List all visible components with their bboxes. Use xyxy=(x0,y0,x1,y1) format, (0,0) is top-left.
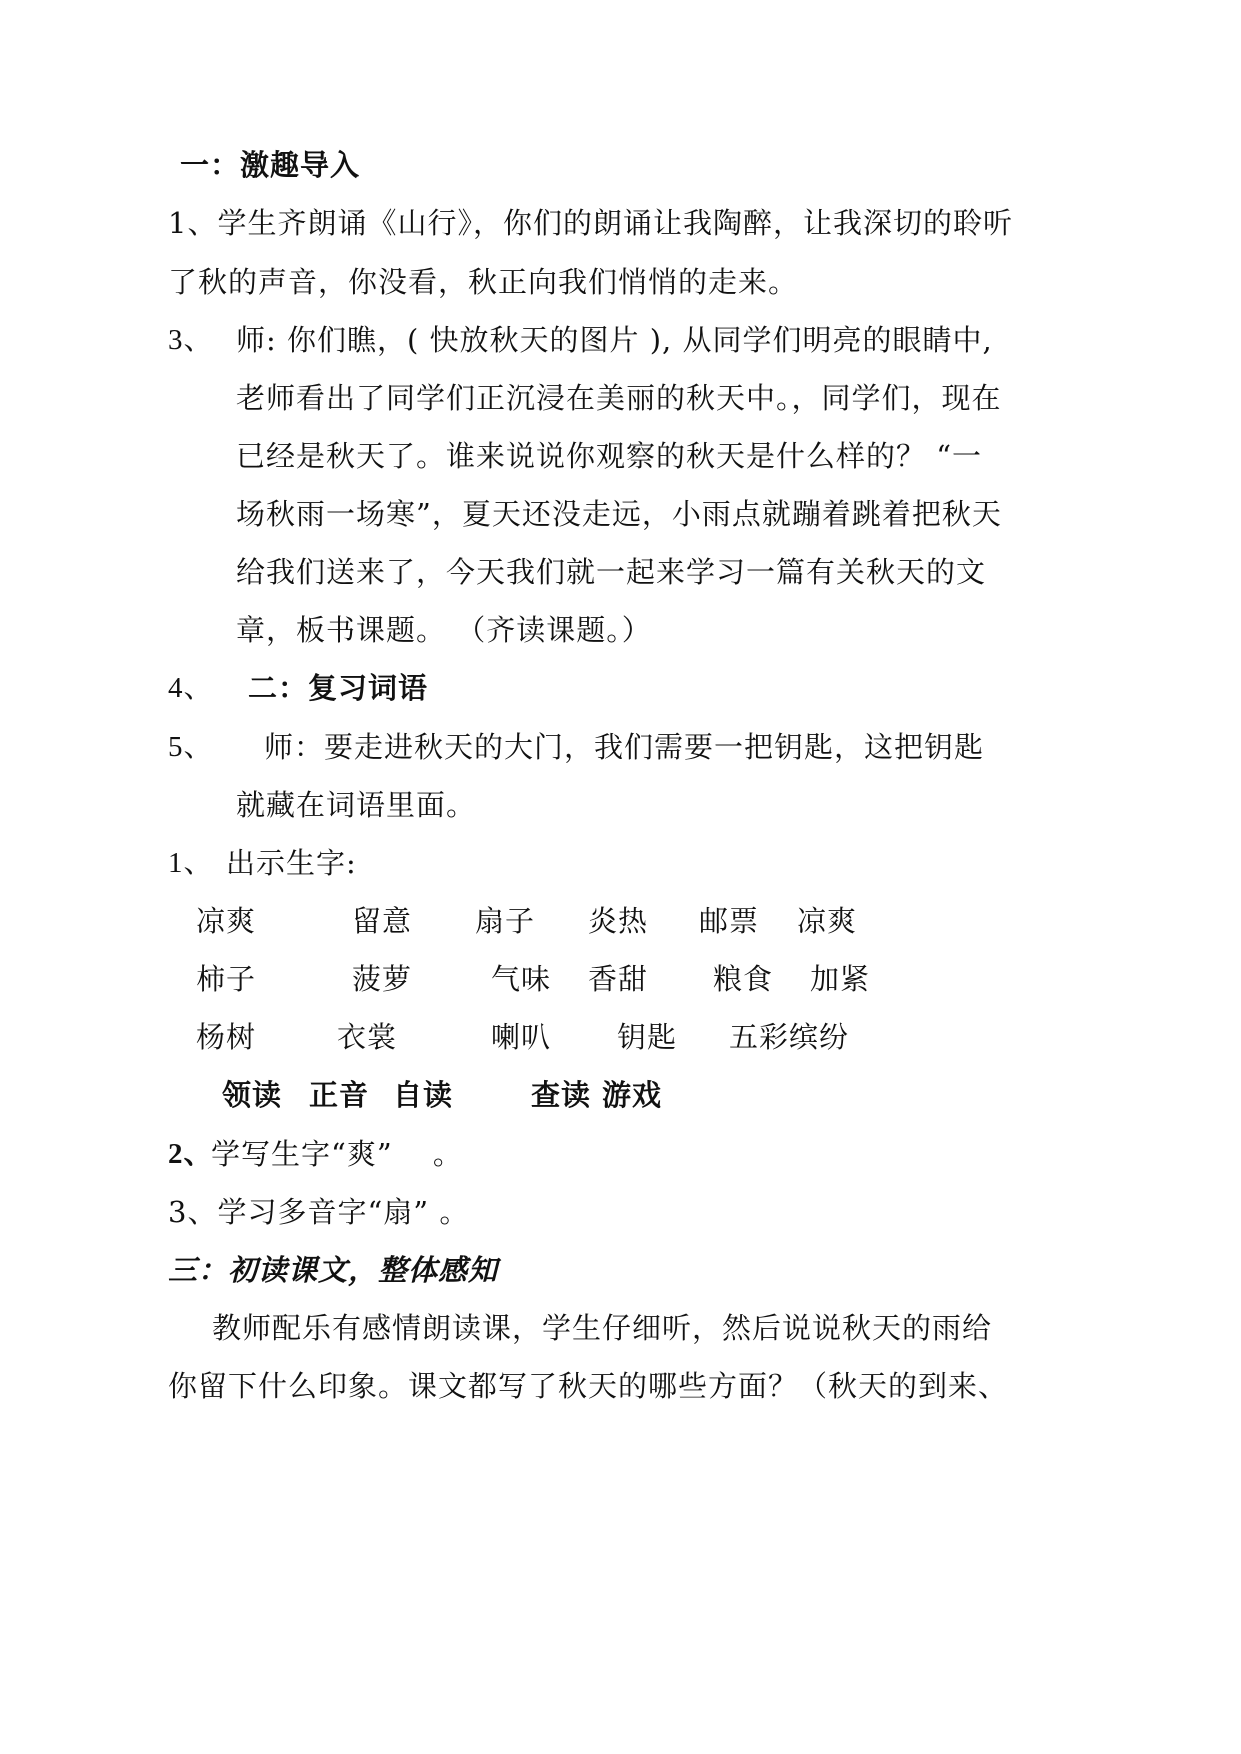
item-3-line-3: 已经是秋天了。谁来说说你观察的秋天是什么样的？ “一 xyxy=(236,439,983,473)
paragraph-line-2: 你留下什么印象。课文都写了秋天的哪些方面？（秋天的到来、 xyxy=(168,1369,1009,1403)
method-label: 自读 xyxy=(393,1078,454,1112)
sub-item-2-text: 学写生字“爽” 。 xyxy=(211,1137,463,1171)
item-3-line-5: 给我们送来了，今天我们就一起来学习一篇有关秋天的文 xyxy=(236,555,987,589)
item-5-line-2: 就藏在词语里面。 xyxy=(236,788,477,822)
item-5-line-1: 师：要走进秋天的大门，我们需要一把钥匙，这把钥匙 xyxy=(264,730,985,764)
section-heading-3: 三：初读课文，整体感知 xyxy=(168,1253,499,1287)
word: 扇子 xyxy=(475,904,536,938)
item-3-line-4: 场秋雨一场寒”，夏天还没走远，小雨点就蹦着跳着把秋天 xyxy=(236,497,1002,531)
word: 衣裳 xyxy=(337,1020,398,1054)
word: 菠萝 xyxy=(352,962,413,996)
sub-item-1-number: 1、 xyxy=(168,847,214,879)
section-heading-2: 二：复习词语 xyxy=(248,671,429,705)
item-1-line-2: 了秋的声音，你没看，秋正向我们悄悄的走来。 xyxy=(168,265,799,299)
item-3-number: 3、 xyxy=(168,324,214,356)
item-1-line-1: 1、学生齐朗诵《山行》，你们的朗诵让我陶醉，让我深切的聆听 xyxy=(168,206,1013,240)
method-label: 正音 xyxy=(309,1078,370,1112)
word: 加紧 xyxy=(810,962,871,996)
sub-item-1-text: 出示生字: xyxy=(226,846,357,880)
word: 钥匙 xyxy=(617,1020,678,1054)
word-row-2 xyxy=(0,959,1241,999)
sub-item-2-number: 2、 xyxy=(168,1138,214,1170)
word: 柿子 xyxy=(196,962,257,996)
method-label: 领读 xyxy=(222,1078,283,1112)
item-4-number: 4、 xyxy=(168,672,214,704)
item-3-line-2: 老师看出了同学们正沉浸在美丽的秋天中。，同学们，现在 xyxy=(236,381,1002,415)
word: 杨树 xyxy=(196,1020,257,1054)
sub-item-3-text: 3、学习多音字“扇” 。 xyxy=(168,1195,470,1229)
method-label: 查读 xyxy=(531,1078,592,1112)
item-3-line-6: 章，板书课题。 （齐读课题。） xyxy=(236,613,652,647)
word-row-3 xyxy=(0,1017,1241,1057)
item-5-number: 5、 xyxy=(168,731,214,763)
word: 炎热 xyxy=(588,904,649,938)
word: 留意 xyxy=(352,904,413,938)
word: 香甜 xyxy=(588,962,649,996)
word: 凉爽 xyxy=(196,904,257,938)
word: 五彩缤纷 xyxy=(729,1020,850,1054)
section-heading-1: 一：激趣导入 xyxy=(180,148,361,182)
paragraph-line-1: 教师配乐有感情朗读课，学生仔细听，然后说说秋天的雨给 xyxy=(212,1311,993,1345)
word: 喇叭 xyxy=(491,1020,552,1054)
word: 邮票 xyxy=(699,904,760,938)
item-3-line-1: 师: 你们瞧，( 快放秋天的图片 ), 从同学们明亮的眼睛中, xyxy=(236,323,993,357)
reading-methods xyxy=(0,1075,1241,1115)
word: 凉爽 xyxy=(797,904,858,938)
method-label: 游戏 xyxy=(602,1078,663,1112)
word-row-1 xyxy=(0,901,1241,941)
word: 气味 xyxy=(491,962,552,996)
word: 粮食 xyxy=(713,962,774,996)
